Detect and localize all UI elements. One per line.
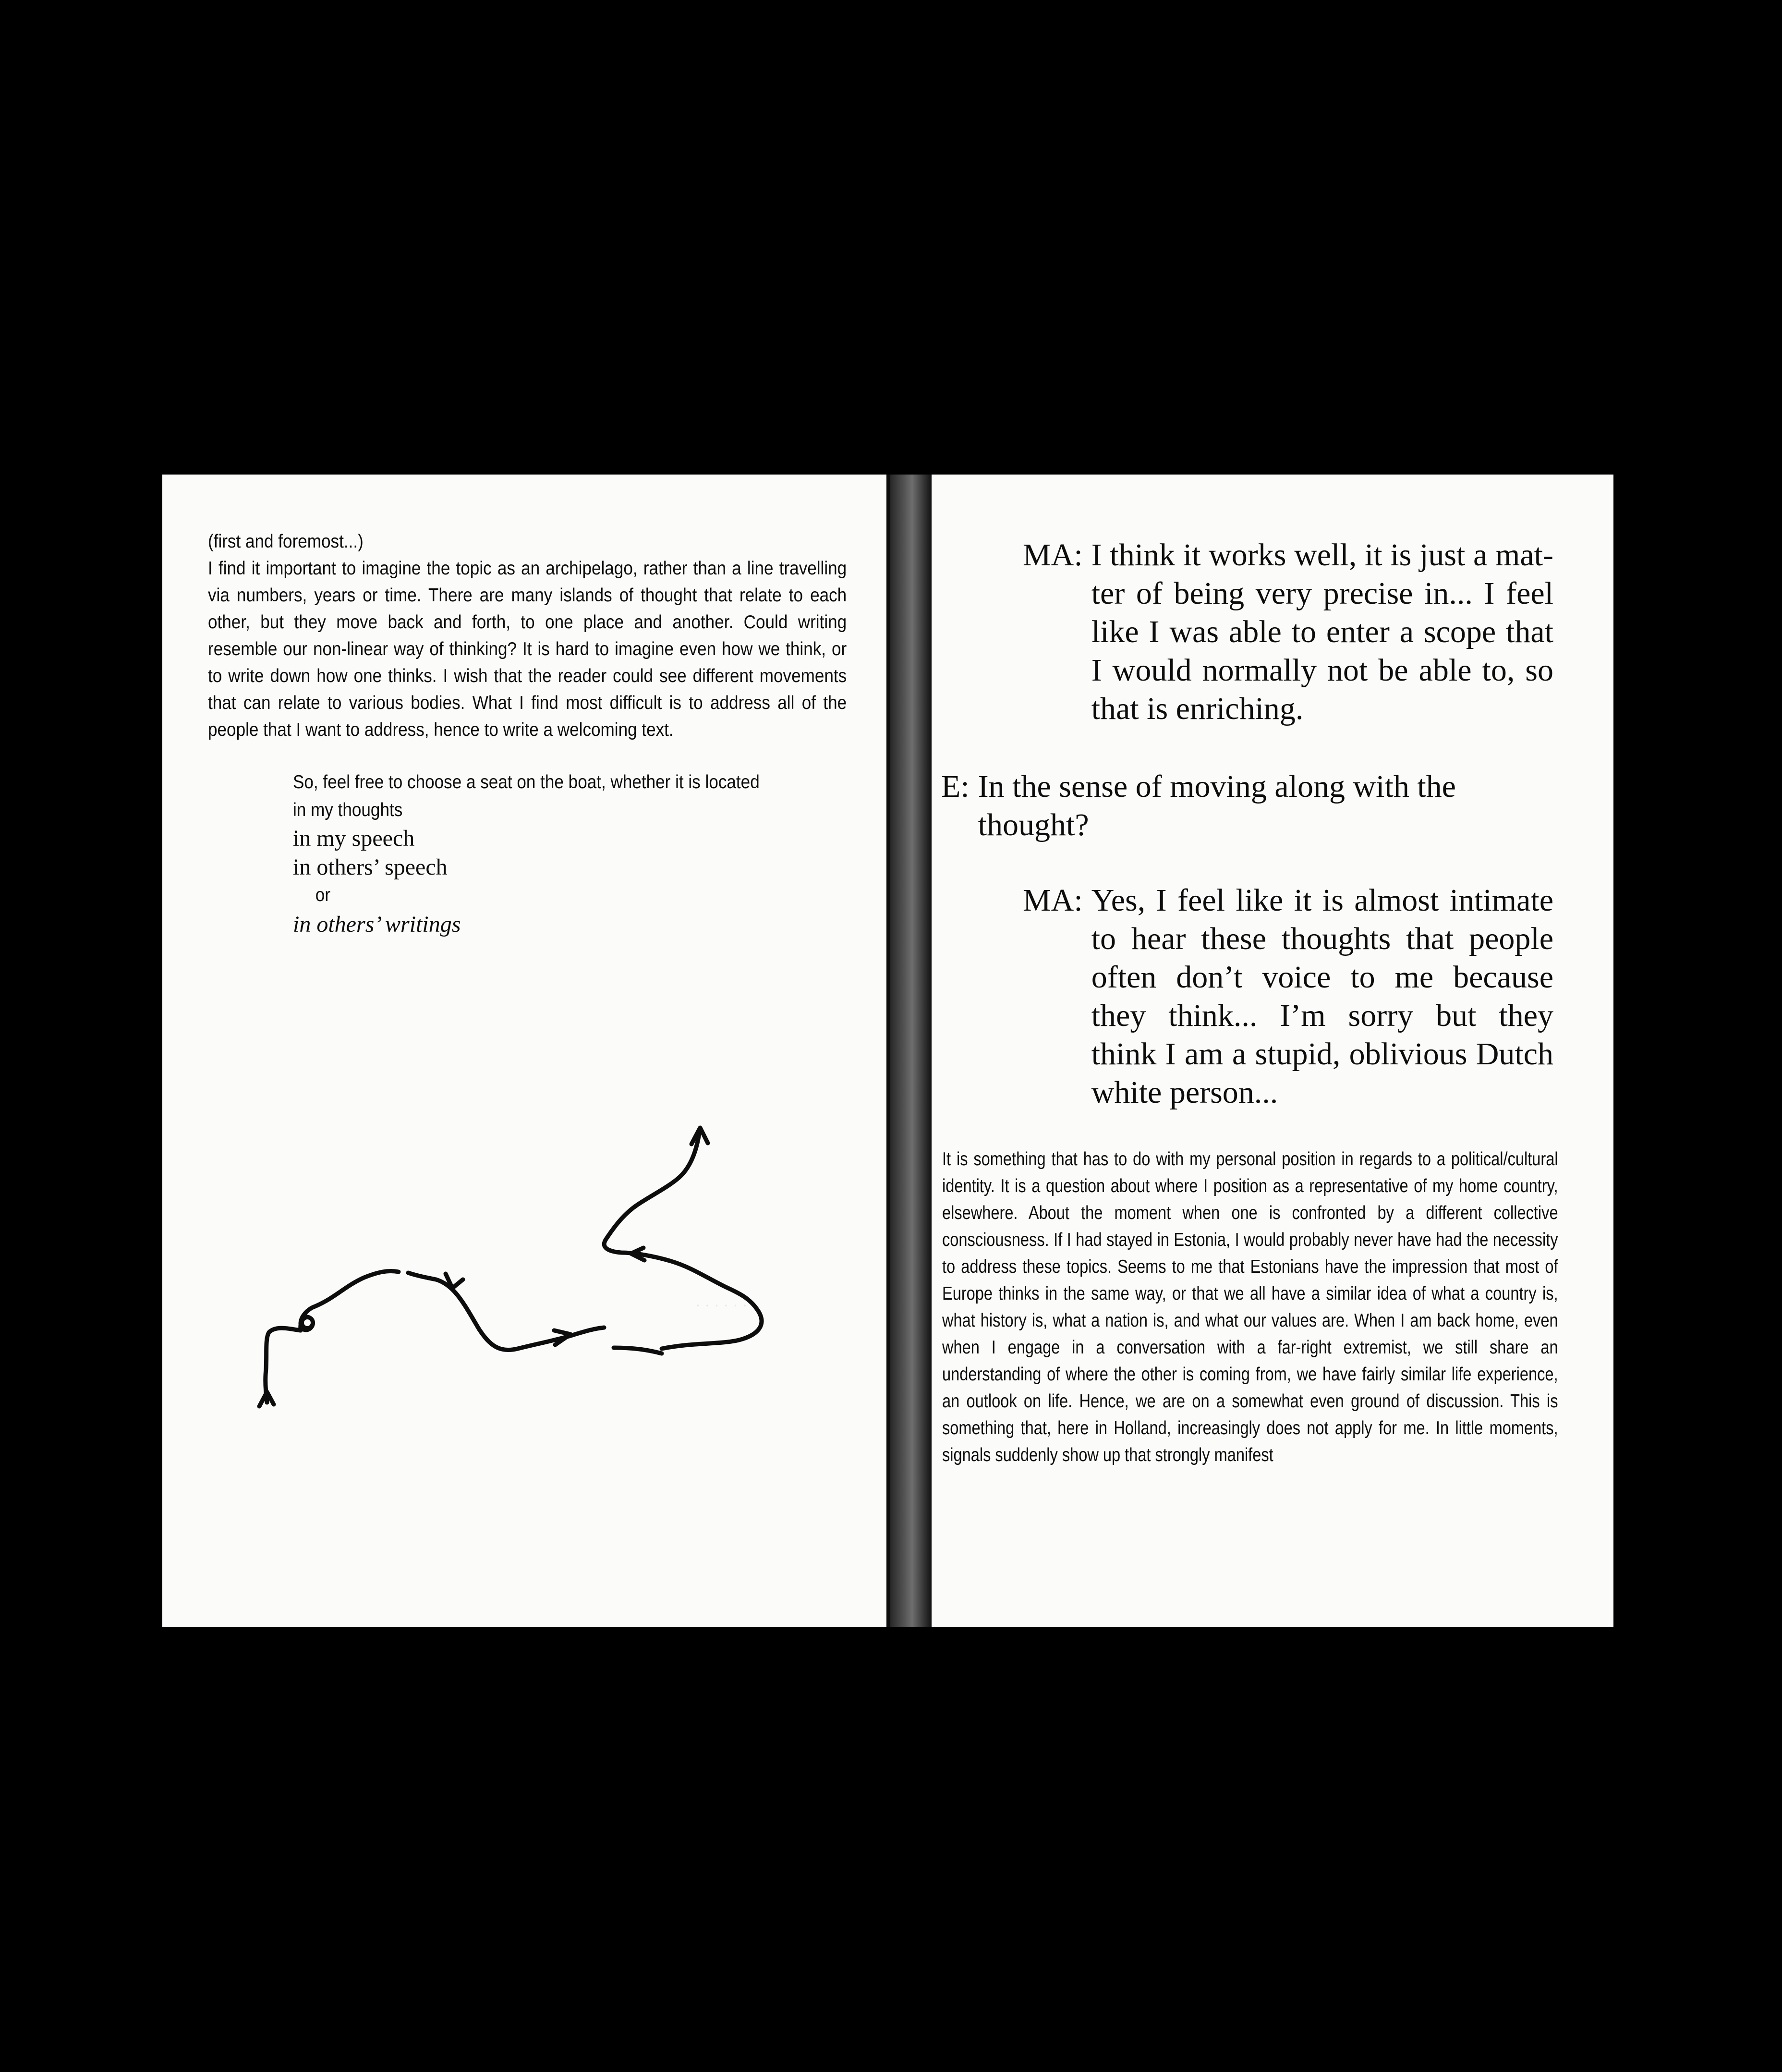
dialogue-turn: [941, 768, 1517, 844]
book-gutter: [888, 475, 932, 1627]
speech-text: In the sense of moving along with the thought?: [978, 769, 1456, 842]
speaker-label: E:: [941, 769, 970, 804]
gutter-crease: [886, 475, 890, 1627]
left-page: [162, 475, 888, 1627]
poem-line: or: [315, 885, 331, 905]
intro-paragraph: I find it important to imagine the topic as an archipelago, rather than a line travelling via numbers, years or time. There are many islands of thought that relate to each other, but they move back and forth, to one place and another. Could writing resemble our non-linear way of thinking? It is hard to imagine even how we think, or to write down how one thinks. I wish that the reader could see different movements that can relate to various bodies. What I find most difficult is to address all of the people that I want to address, hence to write a welcoming text.: [208, 558, 847, 740]
speaker-label: MA:: [1023, 883, 1083, 918]
dialogue-turn: [1023, 536, 1553, 728]
speech-text: I think it works well, it is just a matter of being very precise in... I feel like I was able to enter a scope that I would normally not be able to, so that is enriching.: [1091, 537, 1553, 726]
show-through-text: · · · · · ·: [695, 1296, 748, 1313]
poem-line: in others’ speech: [293, 854, 448, 880]
arrow-path-drawing: [162, 475, 888, 1627]
poem-line: in others’ writings: [293, 912, 461, 937]
right-page: [932, 475, 1613, 1627]
speaker-label: MA:: [1023, 537, 1083, 573]
body-paragraph: It is something that has to do with my personal position in regards to a political/cultural identity. It is a question about where I position as a representative of my home country, elsewhere. About the moment when one is confronted by a different collective consciousness. If I had stayed in Estonia, I would probably never have had the necessity to address these topics. Seems to me that Estonians have the impression that most of Europe thinks in the same way, or that we all have a similar idea of what a country is, what history is, what a nation is, and what our values are. When I am back home, even when I engage in a conversation with a far-right extremist, we still share an understanding of where the other is coming from, we have fairly similar life experience, an outlook on life. Hence, we are on a somewhat even ground of discussion. This is something that, here in Holland, increasingly does not apply for me. In little moments, signals suddenly show up that strongly manifest: [942, 1149, 1558, 1465]
body-text: [942, 1146, 1558, 1469]
intro-heading: (first and foremost...): [208, 531, 364, 552]
poem-line: So, feel free to choose a seat on the boat, whether it is located: [293, 772, 760, 792]
speech-text: Yes, I feel like it is almost intimate to hear these thoughts that people often don’t voice to me because they think... I’m sorry but they think I am a stupid, oblivious Dutch white person...: [1091, 883, 1553, 1110]
poem-line: in my thoughts: [293, 800, 403, 820]
dialogue-turn: [1023, 881, 1553, 1112]
poem-line: in my speech: [293, 826, 415, 851]
